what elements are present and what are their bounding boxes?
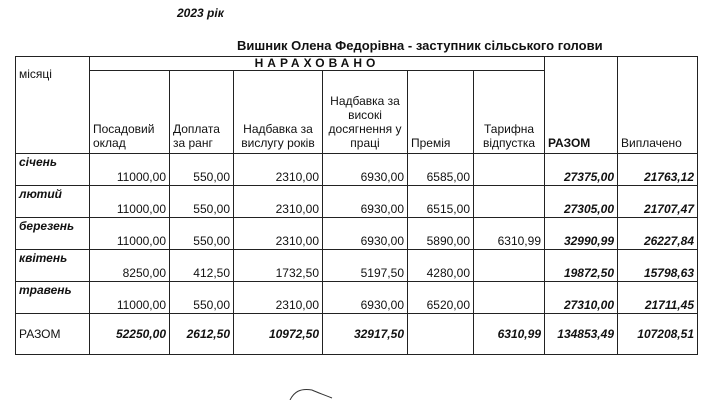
- month-name: квітень: [16, 250, 90, 282]
- value-cell: 11000,00: [90, 201, 170, 218]
- spacer-cell: [474, 218, 545, 234]
- value-cell: 27375,00: [545, 169, 618, 186]
- spacer-cell: [323, 282, 408, 298]
- spacer-cell: [170, 282, 234, 298]
- col-header-base-salary: Посадовий оклад: [90, 71, 170, 154]
- value-cell: 11000,00: [90, 169, 170, 186]
- month-label-row: [16, 250, 698, 266]
- spacer-cell: [90, 218, 170, 234]
- table-row: [16, 169, 698, 186]
- spacer-cell: [474, 282, 545, 298]
- spacer-cell: [545, 282, 618, 298]
- spacer-cell: [474, 250, 545, 266]
- total-row: [16, 314, 698, 355]
- spacer-cell: [234, 218, 323, 234]
- value-cell: 15798,63: [618, 265, 698, 282]
- value-cell: 2310,00: [234, 169, 323, 186]
- value-cell: 412,50: [170, 265, 234, 282]
- value-cell: 32990,99: [545, 233, 618, 250]
- table-row: [16, 265, 698, 282]
- accrued-header: НАРАХОВАНО: [90, 57, 545, 71]
- spacer-cell: [618, 282, 698, 298]
- spacer-cell: [323, 186, 408, 202]
- spacer-cell: [408, 218, 474, 234]
- value-cell: 5197,50: [323, 265, 408, 282]
- col-header-total: РАЗОМ: [545, 57, 618, 154]
- spacer-cell: [170, 250, 234, 266]
- value-cell: 6930,00: [323, 233, 408, 250]
- value-cell: 19872,50: [545, 265, 618, 282]
- spacer-cell: [234, 154, 323, 170]
- value-cell: 550,00: [170, 201, 234, 218]
- col-header-achievement-bonus: Надбавка за високі досягнення у праці: [323, 71, 408, 154]
- month-label-row: [16, 186, 698, 202]
- value-cell: 550,00: [170, 233, 234, 250]
- value-cell: 21763,12: [618, 169, 698, 186]
- header-row-top: [16, 57, 698, 71]
- salary-table: [15, 56, 698, 355]
- spacer-cell: [234, 186, 323, 202]
- value-cell: 6930,00: [323, 169, 408, 186]
- value-cell: 550,00: [170, 297, 234, 314]
- table-row: [16, 201, 698, 218]
- signature-mark: [272, 386, 342, 400]
- month-name: січень: [16, 154, 90, 186]
- spacer-cell: [170, 186, 234, 202]
- month-name: травень: [16, 282, 90, 314]
- value-cell: 550,00: [170, 169, 234, 186]
- value-cell: 6520,00: [408, 297, 474, 314]
- spacer-cell: [408, 282, 474, 298]
- table-row: [16, 297, 698, 314]
- value-cell: 11000,00: [90, 297, 170, 314]
- spacer-cell: [323, 154, 408, 170]
- spacer-cell: [545, 154, 618, 170]
- col-header-paid: Виплачено: [618, 57, 698, 154]
- value-cell: 27305,00: [545, 201, 618, 218]
- total-value-cell: 32917,50: [323, 314, 408, 355]
- value-cell: 2310,00: [234, 233, 323, 250]
- total-value-cell: 2612,50: [170, 314, 234, 355]
- month-label-row: [16, 218, 698, 234]
- spacer-cell: [618, 186, 698, 202]
- spacer-cell: [170, 154, 234, 170]
- spacer-cell: [545, 250, 618, 266]
- spacer-cell: [90, 186, 170, 202]
- spacer-cell: [234, 282, 323, 298]
- value-cell: 8250,00: [90, 265, 170, 282]
- month-name: березень: [16, 218, 90, 250]
- value-cell: 6930,00: [323, 297, 408, 314]
- value-cell: [474, 265, 545, 282]
- col-header-rank-bonus: Доплата за ранг: [170, 71, 234, 154]
- spacer-cell: [323, 250, 408, 266]
- col-header-premium: Премія: [408, 71, 474, 154]
- year-title: 2023 рік: [177, 6, 224, 20]
- total-value-cell: 52250,00: [90, 314, 170, 355]
- total-value-cell: [408, 314, 474, 355]
- spacer-cell: [618, 154, 698, 170]
- total-value-cell: 6310,99: [474, 314, 545, 355]
- value-cell: 26227,84: [618, 233, 698, 250]
- month-label-row: [16, 282, 698, 298]
- spacer-cell: [90, 250, 170, 266]
- spacer-cell: [234, 250, 323, 266]
- value-cell: 6515,00: [408, 201, 474, 218]
- value-cell: 5890,00: [408, 233, 474, 250]
- spacer-cell: [408, 186, 474, 202]
- table-row: [16, 233, 698, 250]
- month-label-row: [16, 154, 698, 170]
- spacer-cell: [408, 154, 474, 170]
- value-cell: 4280,00: [408, 265, 474, 282]
- col-header-vacation: Тарифна відпустка: [474, 71, 545, 154]
- value-cell: 6930,00: [323, 201, 408, 218]
- value-cell: 6585,00: [408, 169, 474, 186]
- spacer-cell: [170, 218, 234, 234]
- spacer-cell: [408, 250, 474, 266]
- total-value-cell: 10972,50: [234, 314, 323, 355]
- value-cell: 21711,45: [618, 297, 698, 314]
- spacer-cell: [90, 154, 170, 170]
- value-cell: 6310,99: [474, 233, 545, 250]
- spacer-cell: [618, 218, 698, 234]
- spacer-cell: [545, 218, 618, 234]
- col-header-seniority-bonus: Надбавка за вислугу років: [234, 71, 323, 154]
- months-header: місяці: [16, 57, 90, 154]
- total-label: РАЗОМ: [16, 314, 90, 355]
- spacer-cell: [474, 154, 545, 170]
- total-value-cell: 107208,51: [618, 314, 698, 355]
- spacer-cell: [545, 186, 618, 202]
- spacer-cell: [323, 218, 408, 234]
- value-cell: [474, 201, 545, 218]
- value-cell: [474, 169, 545, 186]
- spacer-cell: [474, 186, 545, 202]
- value-cell: 27310,00: [545, 297, 618, 314]
- value-cell: 11000,00: [90, 233, 170, 250]
- total-value-cell: 134853,49: [545, 314, 618, 355]
- value-cell: [474, 297, 545, 314]
- value-cell: 1732,50: [234, 265, 323, 282]
- spacer-cell: [90, 282, 170, 298]
- value-cell: 21707,47: [618, 201, 698, 218]
- value-cell: 2310,00: [234, 297, 323, 314]
- value-cell: 2310,00: [234, 201, 323, 218]
- spacer-cell: [618, 250, 698, 266]
- employee-title: Вишник Олена Федорівна - заступник сільського голови: [237, 38, 603, 53]
- month-name: лютий: [16, 186, 90, 218]
